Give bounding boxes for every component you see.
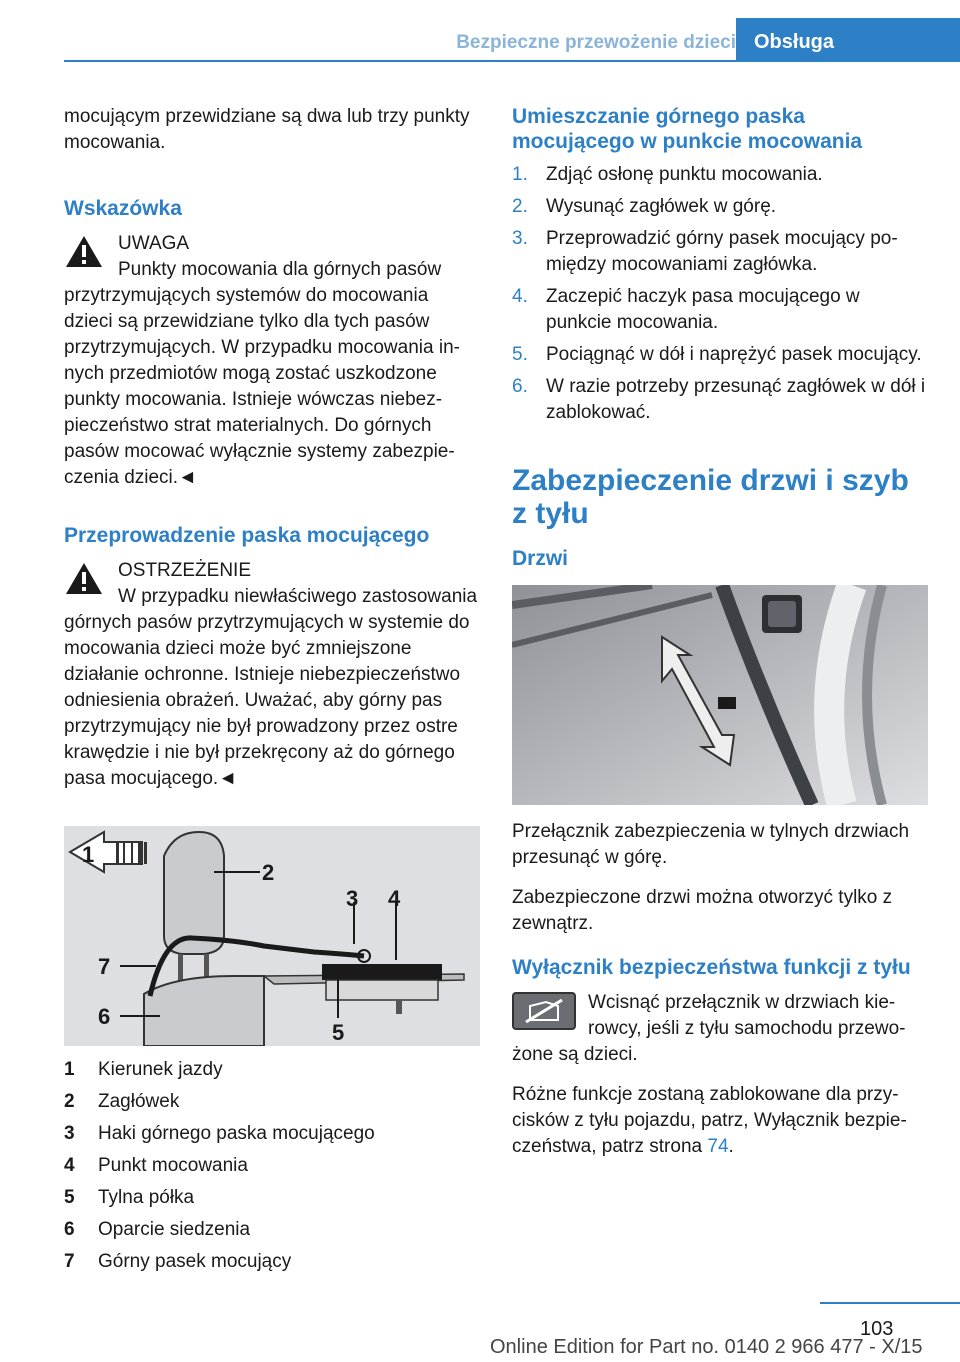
figure-label-1: 1 [82,842,95,867]
door-text-1: Przełącznik zabezpieczenia w tylnych drzwiach przesunąć w górę. [512,821,910,868]
legend-item: 6 Oparcie siedzenia [64,1219,251,1240]
warning-block [64,558,480,792]
lock-text: Różne funkcje zostaną zablokowane dla przycisków z tyłu pojazdu, patrz, Wyłącznik bezpieczeństwa, patrz strona 74. [512,1084,907,1157]
page-74-link[interactable]: 74 [707,1136,729,1157]
routing-heading: Przeprowadzenie paska mocującego [64,524,430,547]
figure-label-3: 3 [346,886,359,911]
figure-label-5: 5 [332,1020,345,1045]
legend-item: 7 Górny pasek mocujący [64,1251,292,1272]
legend-item: 3 Haki górnego paska mocującego [64,1123,375,1144]
header-section-title: Bezpieczne przewożenie dzieci [456,32,736,53]
figure-label-6: 6 [98,1004,111,1029]
page-header [0,0,960,62]
window-lock-icon [512,992,576,1030]
intro-text: mocującym przewidziane są dwa lub trzy punkty mocowania. [64,106,470,153]
warning-text: W przypadku niewłaściwego zastosowania górnych pasów przytrzymujących w systemie do mocowania dzieci może być zmniejszone działanie ochronne. Istnieje niebezpieczeństwo odniesienia obrażeń. Uważać, aby górny pas przytrzymujący nie był prowadzony przez ostre krawędzie i nie był przekręcony aż do górnego pasa mocującego.◄ [64,586,478,789]
legend-item: 1 Kierunek jazdy [64,1059,223,1080]
legend-item: 4 Punkt mocowania [64,1155,248,1176]
figure-label-2: 2 [262,860,275,885]
warning-icon [64,560,104,596]
step-item: 1. Zdjąć osłonę punktu mocowania. [512,164,823,185]
warning-title: OSTRZEŻENIE [118,560,252,581]
right-column [512,104,928,1160]
hint-heading: Wskazówka [64,197,182,220]
security-heading: Zabezpieczenie drzwi i szyb z tyłu [512,464,909,530]
warning-icon [64,233,104,269]
figure-label-7: 7 [98,954,111,979]
switch-text: Wcisnąć przełącznik w drzwiach kierowcy, jeśli z tyłu samochodu przewożone są dzieci. [512,992,906,1065]
step-item: 3. Przeprowadzić górny pasek mocujący pomiędzy mocowaniami zagłówka. [512,228,898,275]
door-lock-photo [512,585,928,805]
figure-legend [64,1054,480,1278]
step-item: 5. Pociągnąć w dół i naprężyć pasek mocujący. [512,344,922,365]
left-column [64,104,480,1278]
header-tab: Obsługa [736,18,960,62]
notice-title: UWAGA [118,233,190,254]
notice-text: Punkty mocowania dla górnych pasów przytrzymujących systemów do mocowania dzieci są przewidziane tylko dla tych pasów przytrzymujących. W przypadku mocowania innych przedmiotów mogą zostać uszkodzone punkty mocowania. Istnieje wówczas niebezpieczeństwo strat materialnych. Do górnych pasów mocować wyłącznie systemy zabezpieczenia dzieci.◄ [64,259,460,488]
step-item: 4. Zaczepić haczyk pasa mocującego w punkcie mocowania. [512,286,860,333]
figure-label-4: 4 [388,886,401,911]
doors-heading: Drzwi [512,547,569,570]
switch-heading: Wyłącznik bezpieczeństwa funkcji z tyłu [512,956,911,979]
footer-rule [820,1302,960,1304]
switch-block [512,990,928,1068]
step-item: 2. Wysunąć zagłówek w górę. [512,196,777,217]
legend-item: 5 Tylna półka [64,1187,195,1208]
steps-list [512,162,928,426]
legend-item: 2 Zagłówek [64,1091,180,1112]
page-number: 103 [860,1318,894,1340]
notice-block [64,231,480,491]
header-rule [64,60,960,62]
headrest-tether-figure [64,826,480,1046]
step-item: 6. W razie potrzeby przesunąć zagłówek w dół i zablokować. [512,376,926,423]
door-text-2: Zabezpieczone drzwi można otworzyć tylko z zewnątrz. [512,887,893,934]
edition-text: Online Edition for Part no. 0140 2 966 477 - X/15 [490,1336,923,1358]
steps-heading: Umieszczanie górnego paska mocującego w punkcie mocowania [512,105,863,153]
